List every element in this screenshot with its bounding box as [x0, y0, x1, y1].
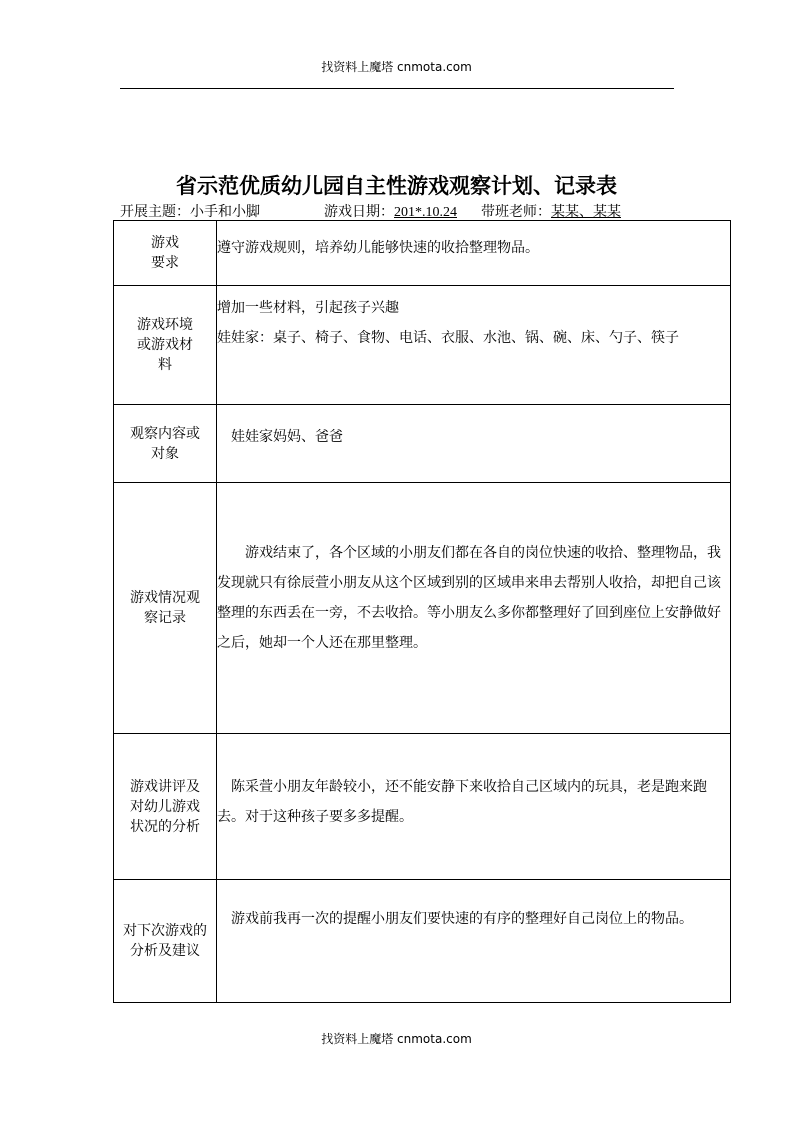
row-label: 游戏环境或游戏材料	[137, 317, 193, 373]
row-content-cell	[217, 286, 731, 405]
row-content-cell	[217, 483, 731, 734]
page-footer: 找资料上魔塔 cnmota.com	[321, 1032, 472, 1046]
date-label: 游戏日期：	[324, 204, 394, 220]
row-content-line: 娃娃家：桌子、椅子、食物、电话、衣服、水池、锅、碗、床、勺子、筷子	[217, 330, 679, 346]
document-title: 省示范优质幼儿园自主性游戏观察计划、记录表	[176, 173, 617, 198]
table-row	[114, 880, 731, 1003]
row-label: 观察内容或对象	[130, 425, 200, 462]
page-header: 找资料上魔塔 cnmota.com	[321, 60, 472, 74]
row-content-line: 遵守游戏规则，培养幼儿能够快速的收拾整理物品。	[217, 240, 539, 256]
row-label: 游戏情况观察记录	[130, 590, 200, 626]
date-value: 201*.10.24	[394, 205, 457, 220]
table-row	[114, 221, 731, 286]
row-content-cell	[217, 880, 731, 1003]
row-label-cell	[114, 221, 217, 286]
theme-value: 小手和小脚	[190, 204, 260, 220]
teacher-label: 带班老师：	[481, 204, 551, 220]
theme-label: 开展主题：	[120, 204, 190, 220]
row-label: 对下次游戏的分析及建议	[123, 923, 207, 959]
row-label-cell	[114, 286, 217, 405]
row-content-line: 游戏前我再一次的提醒小朋友们要快速的有序的整理好自己岗位上的物品。	[231, 911, 693, 927]
meta-line	[120, 201, 621, 221]
row-content-line: 增加一些材料，引起孩子兴趣	[217, 300, 399, 316]
row-content-line: 娃娃家妈妈、爸爸	[231, 429, 343, 445]
table-row	[114, 405, 731, 483]
header-divider	[120, 88, 674, 89]
row-label-cell	[114, 734, 217, 880]
row-label-cell	[114, 405, 217, 483]
teacher-value: 某某、某某	[551, 204, 621, 220]
row-label-cell	[114, 880, 217, 1003]
row-content-cell	[217, 734, 731, 880]
row-content-cell	[217, 221, 731, 286]
table-row	[114, 286, 731, 405]
row-content-cell	[217, 405, 731, 483]
row-label-cell	[114, 483, 217, 734]
row-content-line: 游戏结束了，各个区域的小朋友们都在各自的岗位快速的收拾、整理物品，我发现就只有徐辰萱小朋友从这个区域到别的区域串来串去帮别人收拾，却把自己该整理的东西丢在一旁，不去收拾。等小朋友么多你都整理好了回到座位上安静做好之后，她却一个人还在那里整理。	[217, 545, 721, 651]
table-row	[114, 483, 731, 734]
row-content-line: 陈采萱小朋友年龄较小，还不能安静下来收拾自己区域内的玩具，老是跑来跑去。对于这种孩子要多多提醒。	[217, 779, 707, 825]
table-row	[114, 734, 731, 880]
row-label: 游戏要求	[151, 235, 179, 271]
row-label: 游戏讲评及对幼儿游戏状况的分析	[130, 778, 200, 835]
record-table	[113, 220, 731, 1003]
